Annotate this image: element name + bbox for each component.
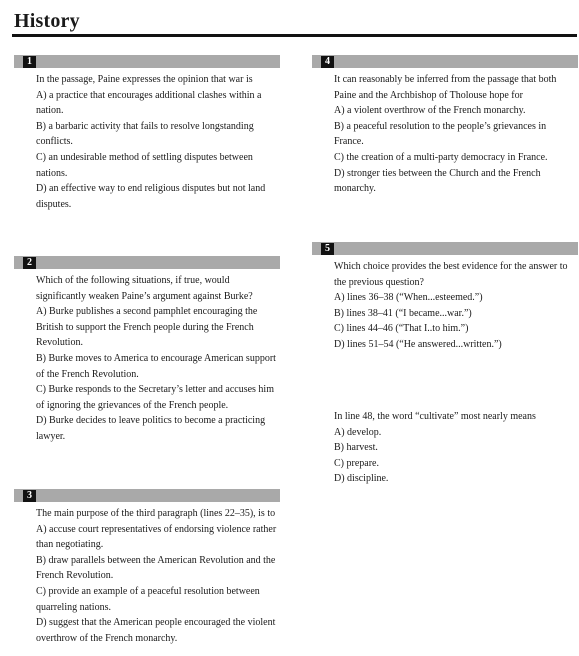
question-5 — [312, 242, 578, 353]
question-stem: Which choice provides the best evidence for the answer to the previous question? — [334, 261, 568, 288]
question-header-bar — [14, 55, 280, 68]
option-b[interactable]: B) a peaceful resolution to the people’s grievances in France. — [334, 120, 547, 148]
option-b[interactable]: B) lines 38–41 (“I became...war.”) — [334, 307, 472, 319]
question-1 — [14, 55, 280, 212]
question-stem: In line 48, the word “cultivate” most nearly means — [334, 411, 536, 422]
question-number: 5 — [321, 243, 334, 255]
question-body — [14, 502, 280, 646]
question-stem: It can reasonably be inferred from the passage that both Paine and the Archbishop of Tholouse hope for — [334, 74, 557, 101]
question-stem: In the passage, Paine expresses the opinion that war is — [36, 74, 253, 85]
question-body — [312, 68, 578, 197]
question-6 — [334, 409, 578, 487]
option-d[interactable]: D) discipline. — [334, 473, 389, 485]
option-b[interactable]: B) harvest. — [334, 442, 378, 454]
question-body — [14, 269, 280, 445]
question-header-bar — [14, 489, 280, 502]
option-a[interactable]: A) a practice that encourages additional clashes within a nation. — [36, 89, 262, 117]
option-c[interactable]: C) lines 44–46 (“That I..to him.”) — [334, 323, 469, 335]
option-b[interactable]: B) draw parallels between the American Revolution and the French Revolution. — [36, 554, 276, 582]
option-d[interactable]: D) stronger ties between the Church and the French monarchy. — [334, 167, 541, 195]
question-body — [312, 255, 578, 353]
option-d[interactable]: D) lines 51–54 (“He answered...written.”) — [334, 338, 502, 350]
question-stem: The main purpose of the third paragraph (lines 22–35), is to — [36, 508, 276, 519]
option-a[interactable]: A) develop. — [334, 426, 382, 438]
option-d[interactable]: D) an effective way to end religious disputes but not land disputes. — [36, 183, 266, 210]
page-title: History — [14, 10, 80, 32]
question-header-bar — [14, 256, 280, 269]
option-c[interactable]: C) provide an example of a peaceful resolution between quarreling nations. — [36, 585, 260, 613]
title-divider — [12, 34, 577, 37]
option-c[interactable]: C) Burke responds to the Secretary’s letter and accuses him of ignoring the grievances of the French people. — [36, 384, 274, 411]
question-header-bar — [312, 55, 578, 68]
question-number: 2 — [23, 257, 36, 269]
question-number: 4 — [321, 56, 334, 68]
option-b[interactable]: B) a barbaric activity that fails to resolve longstanding conflicts. — [36, 120, 254, 148]
option-d[interactable]: D) Burke decides to leave politics to become a practicing lawyer. — [36, 415, 266, 442]
option-b[interactable]: B) Burke moves to America to encourage American support of the French Revolution. — [36, 352, 276, 380]
option-c[interactable]: C) prepare. — [334, 457, 379, 469]
question-4 — [312, 55, 578, 197]
question-header-bar — [312, 242, 578, 255]
question-2 — [14, 256, 280, 445]
option-a[interactable]: A) a violent overthrow of the French monarchy. — [334, 105, 526, 117]
question-stem: Which of the following situations, if true, would significantly weaken Paine’s argument against Burke? — [36, 275, 253, 302]
option-d[interactable]: D) suggest that the American people encouraged the violent overthrow of the French monarchy. — [36, 617, 276, 644]
option-c[interactable]: C) the creation of a multi-party democracy in France. — [334, 151, 548, 163]
option-a[interactable]: A) Burke publishes a second pamphlet encouraging the British to support the French people during the French Revolution. — [36, 306, 258, 349]
question-3 — [14, 489, 280, 646]
option-c[interactable]: C) an undesirable method of settling disputes between nations. — [36, 151, 253, 179]
question-number: 1 — [23, 56, 36, 68]
option-a[interactable]: A) accuse court representatives of endorsing violence rather than negotiating. — [36, 523, 277, 551]
question-body — [14, 68, 280, 212]
option-a[interactable]: A) lines 36–38 (“When...esteemed.”) — [334, 292, 483, 304]
question-number: 3 — [23, 490, 36, 502]
